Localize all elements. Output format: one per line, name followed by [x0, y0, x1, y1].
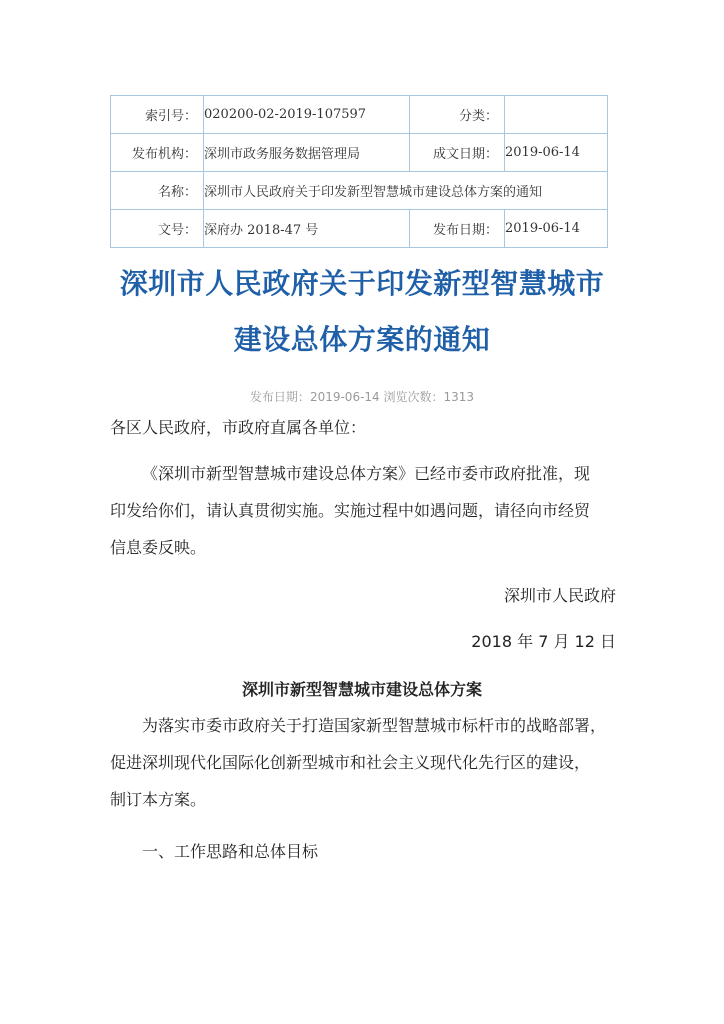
notice-line: 信息委反映。 [110, 538, 207, 557]
intro-line: 促进深圳现代化国际化创新型城市和社会主义现代化先行区的建设， [110, 753, 591, 772]
category-value [505, 96, 608, 134]
publish-info [0, 388, 724, 405]
info-views-value: 1313 [443, 390, 475, 404]
page-title-line-1: 深圳市人民政府关于印发新型智慧城市 [119, 267, 605, 300]
doc-number-label: 文号： [111, 210, 204, 248]
publisher-value: 深圳市政务服务数据管理局 [204, 134, 410, 172]
info-views-label: 浏览次数： [383, 390, 444, 404]
meta-row [111, 210, 608, 248]
created-date-value: 2019-06-14 [505, 134, 608, 172]
notice-line: 印发给你们，请认真贯彻实施。实施过程中如遇问题，请径向市经贸 [110, 501, 591, 520]
info-date-label: 发布日期： [249, 390, 310, 404]
meta-row [111, 172, 608, 210]
intro-line: 为落实市委市政府关于打造国家新型智慧城市标杆市的战略部署， [142, 716, 607, 735]
page-title-line-2: 建设总体方案的通知 [233, 323, 491, 356]
plan-title: 深圳市新型智慧城市建设总体方案 [241, 680, 482, 699]
doc-number-value: 深府办 2018-47 号 [204, 210, 410, 248]
category-label: 分类： [410, 96, 505, 134]
publish-date-value: 2019-06-14 [505, 210, 608, 248]
notice-paragraph [110, 455, 620, 566]
publish-date-label: 发布日期： [410, 210, 505, 248]
index-number-label: 索引号： [111, 96, 204, 134]
meta-row [111, 96, 608, 134]
document-metadata-table [110, 95, 608, 248]
publisher-label: 发布机构： [111, 134, 204, 172]
section-heading-1: 一、工作思路和总体目标 [142, 842, 319, 861]
salutation: 各区人民政府，市政府直属各单位： [110, 418, 367, 437]
created-date-label: 成文日期： [410, 134, 505, 172]
intro-line: 制订本方案。 [110, 790, 207, 809]
doc-name-value: 深圳市人民政府关于印发新型智慧城市建设总体方案的通知 [204, 172, 608, 210]
doc-name-label: 名称： [111, 172, 204, 210]
info-date-value: 2019-06-14 [309, 390, 380, 404]
notice-line: 《深圳市新型智慧城市建设总体方案》已经市委市政府批准，现 [142, 464, 591, 483]
index-number-value: 020200-02-2019-107597 [204, 96, 410, 134]
sign-date: 2018 年 7 月 12 日 [471, 632, 616, 651]
intro-paragraph [110, 707, 620, 818]
meta-row [111, 134, 608, 172]
signer: 深圳市人民政府 [503, 586, 616, 605]
